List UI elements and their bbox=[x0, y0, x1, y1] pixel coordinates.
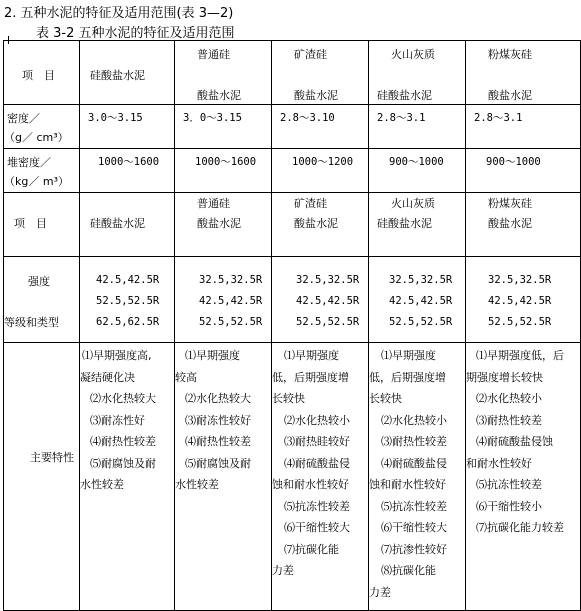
feature-line: ⑷耐硫酸盐侵蚀 bbox=[476, 435, 553, 448]
cell-value: 3．0～3.15 bbox=[183, 112, 242, 124]
feature-line: 水性较差 bbox=[175, 478, 219, 491]
feature-line: ⑵水化热较小 bbox=[381, 413, 447, 427]
feature-line: 低，后期强度增 bbox=[272, 370, 349, 384]
table-cell bbox=[272, 149, 369, 193]
grade-value: 42.5,42.5R bbox=[199, 295, 263, 307]
feature-line: ⑸耐腐蚀及耐 bbox=[90, 456, 156, 470]
grade-value: 42.5,42.5R bbox=[296, 295, 360, 307]
col-header-cell bbox=[175, 41, 272, 105]
col-header-text: 粉煤灰硅 bbox=[488, 197, 532, 210]
feature-line: ⑹干缩性较大 bbox=[284, 521, 350, 534]
cell-value: 2.8～3.1 bbox=[474, 112, 523, 124]
col-header-text: 矿渣硅 bbox=[294, 197, 327, 210]
feature-line: ⑻抗碳化能 bbox=[381, 564, 436, 577]
cell-value: 1000～1600 bbox=[195, 156, 257, 168]
feature-line: 长较快 bbox=[272, 392, 305, 405]
grade-value: 52.5,52.5R bbox=[96, 295, 160, 307]
features-cell bbox=[369, 343, 466, 611]
row-label: 项 目 bbox=[22, 69, 55, 82]
col-header-text: 粉煤灰硅 bbox=[488, 48, 532, 61]
feature-line: ⑸抗冻性较差 bbox=[381, 499, 447, 513]
feature-line: ⑴早期强度 bbox=[185, 349, 240, 362]
row-label: （kg／ m³） bbox=[4, 175, 69, 188]
col-header-cell bbox=[272, 193, 369, 257]
row-label-cell bbox=[4, 193, 80, 257]
row-label-cell bbox=[4, 257, 80, 343]
cell-value: 3.0～3.15 bbox=[88, 112, 143, 124]
feature-line: ⑺抗碳化能力较差 bbox=[476, 521, 564, 534]
feature-line: 凝结硬化决 bbox=[80, 370, 135, 384]
grade-value: 62.5,62.5R bbox=[96, 316, 160, 328]
cement-properties-table bbox=[3, 40, 581, 611]
cell-value: 900～1000 bbox=[389, 156, 444, 168]
row-label: （g／ cm³） bbox=[4, 131, 69, 144]
table-cell bbox=[369, 257, 466, 343]
feature-line: ⑴早期强度低，后 bbox=[476, 349, 564, 362]
feature-line: ⑶耐热眭较好 bbox=[284, 435, 350, 448]
feature-line: ⑸抗冻性较差 bbox=[284, 499, 350, 513]
col-header-cell bbox=[80, 193, 175, 257]
row-label: 强度 bbox=[28, 275, 50, 288]
grade-value: 52.5,52.5R bbox=[199, 316, 263, 328]
row-label: 等级和类型 bbox=[4, 316, 59, 329]
col-header-text: 硅酸盐水泥 bbox=[377, 89, 432, 102]
feature-line: 长较快 bbox=[369, 392, 402, 405]
feature-line: ⑵水化热较大 bbox=[90, 392, 156, 405]
col-header-cell bbox=[369, 193, 466, 257]
cell-value: 1000～1200 bbox=[292, 156, 354, 168]
feature-line: ⑺抗碳化能 bbox=[284, 542, 339, 556]
cell-value: 1000～1600 bbox=[98, 156, 160, 168]
grade-value: 52.5,52.5R bbox=[488, 316, 552, 328]
feature-line: ⑸抗冻性较差 bbox=[476, 478, 542, 491]
feature-line: ⑷耐硫酸盐侵 bbox=[284, 456, 350, 470]
feature-line: ⑴早期强度 bbox=[284, 349, 339, 362]
table-cell bbox=[272, 257, 369, 343]
col-header-text: 酸盐水泥 bbox=[197, 217, 241, 230]
col-header-cell bbox=[272, 41, 369, 105]
col-header-text: 普通硅 bbox=[197, 197, 230, 210]
feature-line: ⑷耐热性较差 bbox=[185, 435, 251, 448]
feature-line: ⑶耐热性较差 bbox=[476, 413, 542, 427]
row-label: 主要特性 bbox=[30, 451, 74, 464]
table-row bbox=[4, 105, 581, 149]
col-header-text: 硅酸盐水泥 bbox=[377, 217, 432, 230]
feature-line: ⑷耐热性较差 bbox=[90, 435, 156, 448]
features-cell bbox=[80, 343, 175, 611]
cell-value: 2.8～3.1 bbox=[377, 112, 426, 124]
feature-line: 期强度增长较快 bbox=[466, 370, 543, 384]
feature-line: 低，后期强度增 bbox=[369, 370, 446, 384]
table-cell bbox=[80, 105, 175, 149]
feature-line: ⑸耐腐蚀及耐 bbox=[185, 456, 251, 470]
feature-line: ⑴早期强度 bbox=[381, 349, 436, 362]
col-header-text: 矿渣硅 bbox=[294, 48, 327, 61]
col-header-text: 酸盐水泥 bbox=[488, 217, 532, 230]
col-header-text: 酸盐水泥 bbox=[294, 89, 338, 102]
cell-value: 2.8～3.10 bbox=[280, 112, 335, 124]
grade-value: 42.5,42.5R bbox=[488, 295, 552, 307]
features-cell bbox=[466, 343, 581, 611]
table-cell bbox=[369, 149, 466, 193]
section-heading: 2. 五种水泥的特征及适用范围(表 3—2) bbox=[4, 6, 234, 21]
table-cell bbox=[466, 149, 581, 193]
col-header-text: 酸盐水泥 bbox=[197, 89, 241, 102]
feature-line: ⑵水化热较小 bbox=[284, 413, 350, 427]
feature-line: 和耐水性较好 bbox=[466, 456, 532, 470]
grade-value: 32.5,32.5R bbox=[488, 274, 552, 286]
row-label-cell bbox=[4, 41, 80, 105]
row-label: 堆密度／ bbox=[7, 156, 51, 169]
feature-line: ⑶耐冻性较好 bbox=[185, 413, 251, 427]
grade-value: 42.5,42.5R bbox=[96, 274, 160, 286]
row-label-cell bbox=[4, 149, 80, 193]
table-cell bbox=[466, 105, 581, 149]
grade-value: 42.5,42.5R bbox=[389, 295, 453, 307]
table-header-row bbox=[4, 193, 581, 257]
row-label: 项 目 bbox=[14, 217, 47, 230]
features-cell bbox=[175, 343, 272, 611]
col-header-text: 酸盐水泥 bbox=[294, 217, 338, 230]
table-row bbox=[4, 343, 581, 611]
table-cell bbox=[175, 149, 272, 193]
row-label-cell bbox=[4, 343, 80, 611]
grade-value: 32.5,32.5R bbox=[199, 274, 263, 286]
grade-value: 32.5,32.5R bbox=[389, 274, 453, 286]
grade-value: 32.5,32.5R bbox=[296, 274, 360, 286]
feature-line: ⑵水化热较大 bbox=[185, 392, 251, 405]
row-label: 密度／ bbox=[7, 112, 40, 125]
grade-value: 52.5,52.5R bbox=[296, 316, 360, 328]
table-cell bbox=[272, 105, 369, 149]
table-cell bbox=[369, 105, 466, 149]
feature-line: ⑺抗渗性较好 bbox=[381, 542, 447, 556]
feature-line: 蚀和耐水性较好 bbox=[369, 478, 446, 491]
table-header-row bbox=[4, 41, 581, 105]
table-row bbox=[4, 257, 581, 343]
feature-line: ⑹干缩性较小 bbox=[476, 499, 542, 513]
feature-line: 力差 bbox=[369, 585, 391, 599]
cell-value: 900～1000 bbox=[486, 156, 541, 168]
row-label-cell bbox=[4, 105, 80, 149]
feature-line: 力差 bbox=[272, 564, 294, 577]
col-header-cell bbox=[466, 41, 581, 105]
feature-line: ⑴早期强度高, bbox=[82, 349, 152, 362]
feature-line: 蚀和耐水性较好 bbox=[272, 478, 349, 491]
col-header-cell bbox=[466, 193, 581, 257]
features-cell bbox=[272, 343, 369, 611]
table-cell bbox=[80, 149, 175, 193]
grade-value: 52.5,52.5R bbox=[389, 316, 453, 328]
col-header-cell bbox=[175, 193, 272, 257]
feature-line: ⑵水化热较小 bbox=[476, 392, 542, 405]
feature-line: ⑶耐热性较差 bbox=[381, 435, 447, 448]
feature-line: 水性较差 bbox=[80, 478, 124, 491]
table-cell bbox=[80, 257, 175, 343]
col-header-text: 火山灰质 bbox=[391, 48, 435, 61]
col-header-text: 普通硅 bbox=[197, 48, 230, 61]
table-cell bbox=[175, 257, 272, 343]
col-header-cell bbox=[80, 41, 175, 105]
col-header-text: 火山灰质 bbox=[391, 197, 435, 210]
table-cell bbox=[466, 257, 581, 343]
feature-line: ⑷耐硫酸盐侵 bbox=[381, 456, 447, 470]
feature-line: ⑹干缩性较大 bbox=[381, 521, 447, 534]
feature-line: 较高 bbox=[175, 370, 197, 384]
table-caption: 表 3-2 五种水泥的特征及适用范围 bbox=[36, 26, 235, 41]
feature-line: ⑶耐冻性好 bbox=[90, 413, 145, 427]
table-row bbox=[4, 149, 581, 193]
col-header-text: 硅酸盐水泥 bbox=[90, 217, 145, 230]
col-header-text: 酸盐水泥 bbox=[488, 89, 532, 102]
col-header-cell bbox=[369, 41, 466, 105]
col-header-text: 硅酸盐水泥 bbox=[90, 69, 145, 82]
table-cell bbox=[175, 105, 272, 149]
